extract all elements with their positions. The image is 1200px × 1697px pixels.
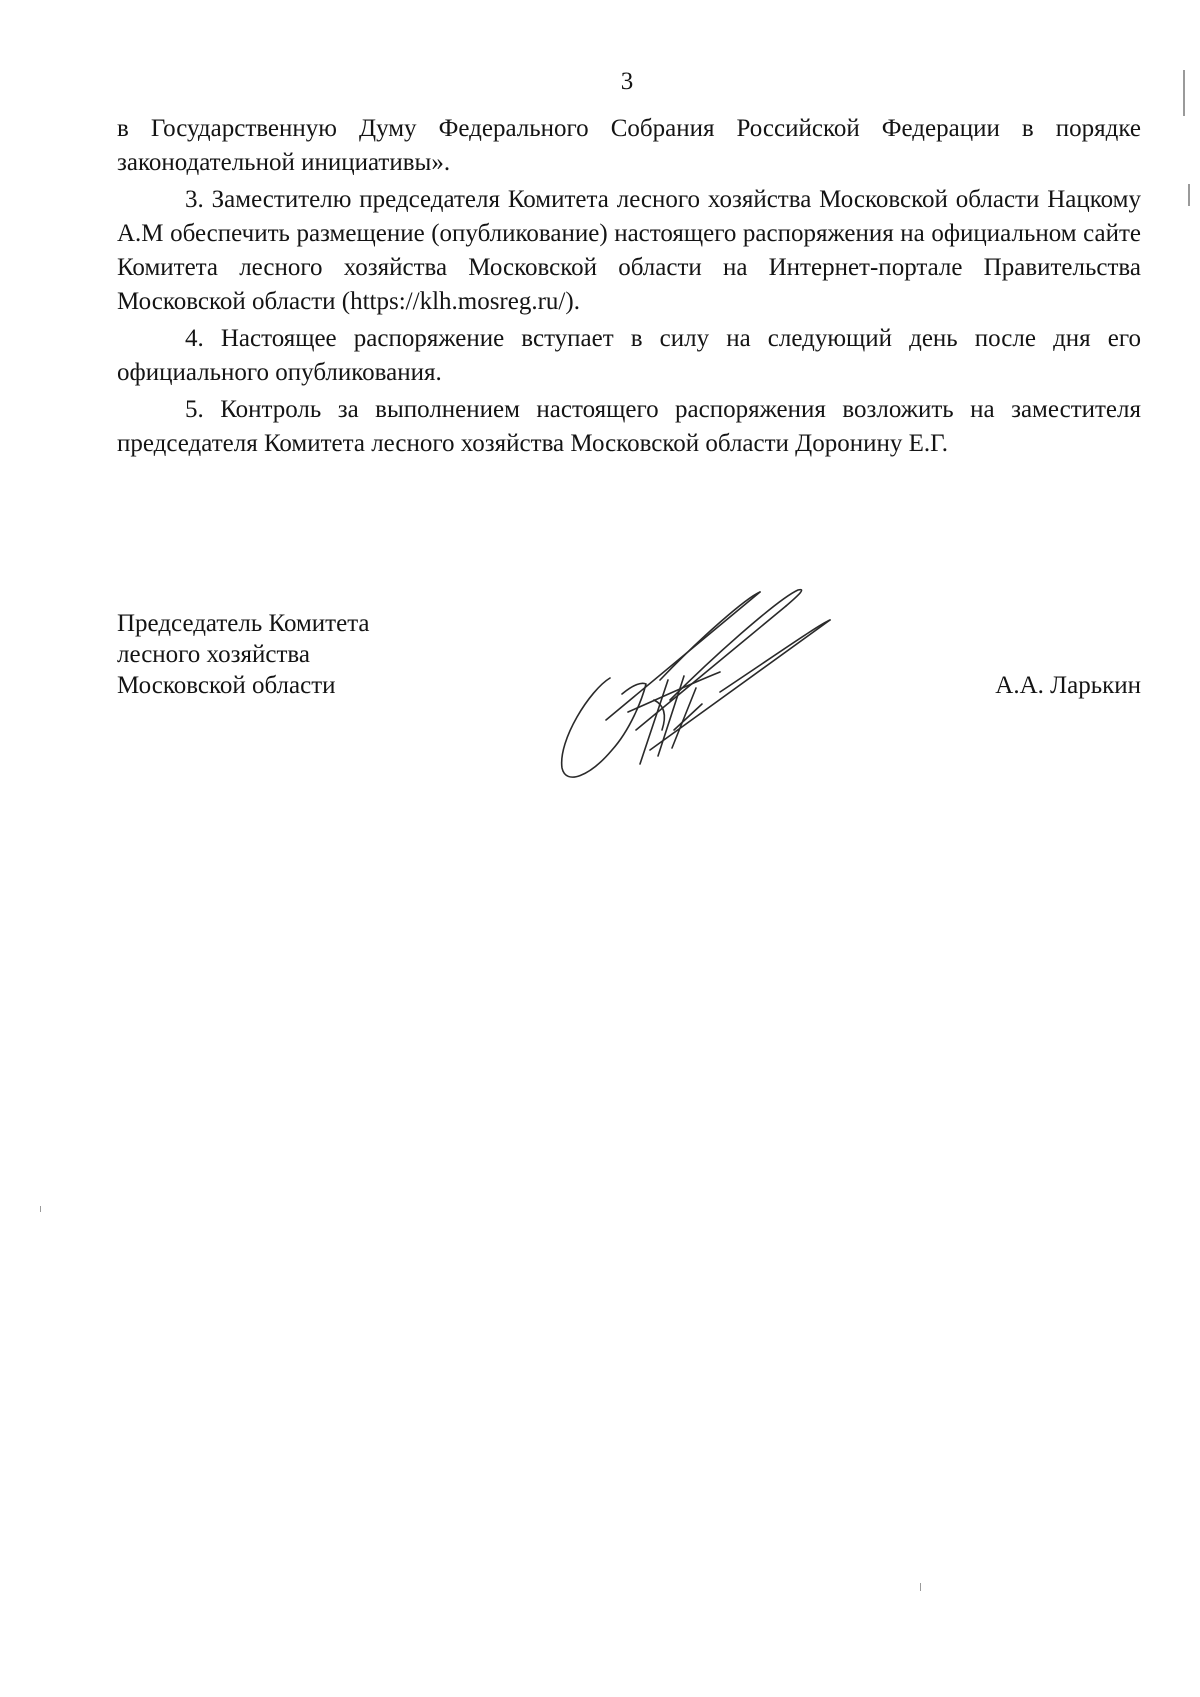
page-number: 3 <box>620 68 634 95</box>
paragraph-item-5: 5. Контроль за выполнением настоящего распоряжения возложить на заместителя председателя Комитета лесного хозяйства Московской области Доронину Е.Г. <box>117 396 1141 457</box>
document-body <box>117 112 1141 461</box>
scan-speck <box>920 1583 921 1591</box>
signer-name: А.А. Ларькин <box>995 672 1141 699</box>
handwritten-signature <box>550 580 860 790</box>
scan-edge-mark <box>1183 70 1185 116</box>
signatory-title-line-3: Московской области <box>117 672 336 699</box>
scan-edge-mark <box>1188 184 1190 206</box>
paragraph-continuation: в Государственную Думу Федерального Собрания Российской Федерации в порядке законодательной инициативы». <box>117 115 1141 176</box>
signatory-title-line-2: лесного хозяйства <box>117 641 310 668</box>
signatory-title <box>117 608 370 701</box>
paragraph-item-3: 3. Заместителю председателя Комитета лесного хозяйства Московской области Нацкому А.М обеспечить размещение (опубликование) настоящего распоряжения на официальном сайте Комитета лесного хозяйства Московской области на Интернет-портале Правительства Московской области (https://klh.mosreg.ru/). <box>117 186 1141 315</box>
paragraph-item-4: 4. Настоящее распоряжение вступает в силу на следующий день после дня его официального опубликования. <box>117 325 1141 386</box>
signatory-title-line-1: Председатель Комитета <box>117 610 370 637</box>
scan-speck <box>40 1206 41 1212</box>
